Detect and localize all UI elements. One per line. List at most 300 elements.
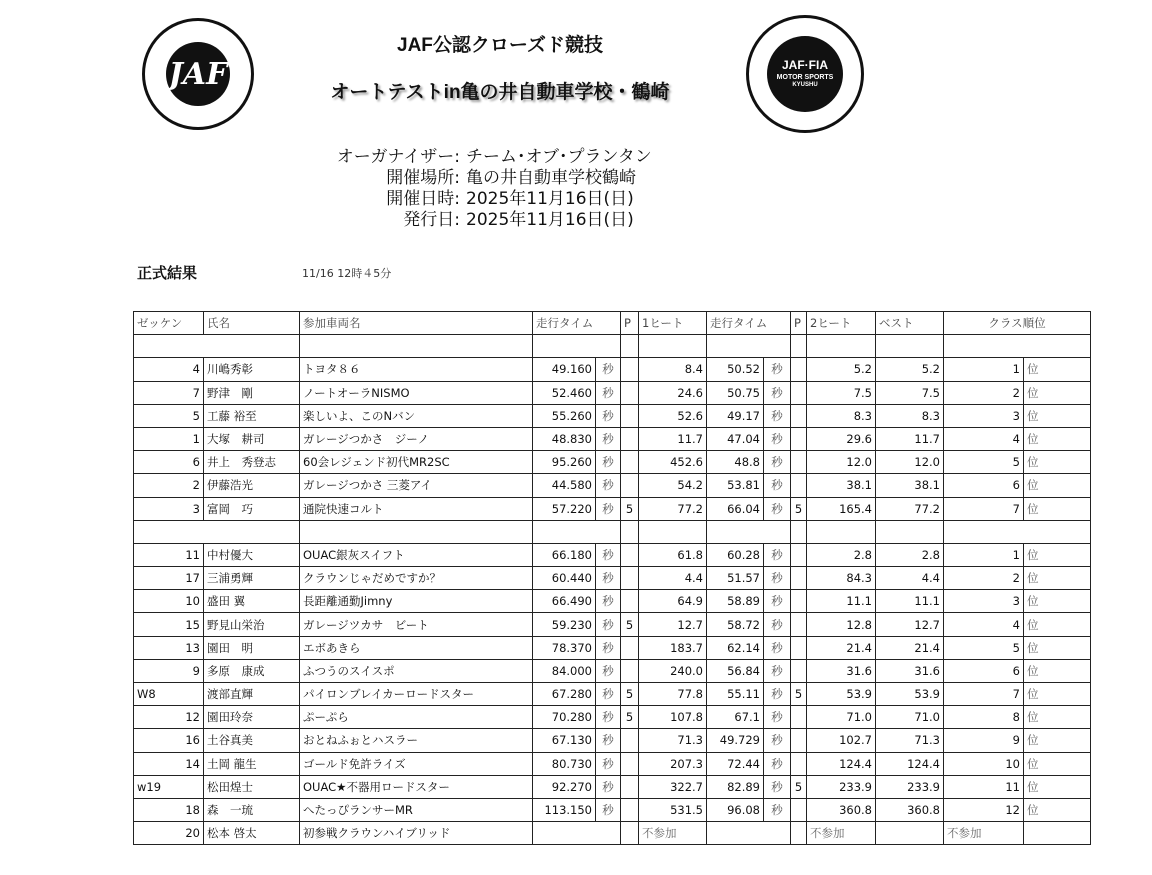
driver-name: 土谷真美: [204, 729, 300, 752]
penalty-2: [791, 752, 807, 775]
penalty-1: 5: [621, 497, 639, 520]
best-result: 4.4: [876, 567, 944, 590]
run-time-1: 57.220: [533, 497, 596, 520]
table-row: [134, 798, 1091, 821]
organizer-value: チーム･オブ･プランタン: [466, 147, 652, 167]
heat-2-result: 84.3: [807, 567, 876, 590]
bib-number: 11: [134, 543, 204, 566]
heat-2-result: 53.9: [807, 683, 876, 706]
heat-2-result: 31.6: [807, 659, 876, 682]
penalty-1: [621, 775, 639, 798]
bib-number: 2: [134, 474, 204, 497]
best-result: 77.2: [876, 497, 944, 520]
class-rank-unit: 位: [1024, 474, 1091, 497]
bib-number: 13: [134, 636, 204, 659]
run-time-2: [707, 822, 791, 845]
class-rank: 7: [944, 497, 1024, 520]
driver-name: 園田 明: [204, 636, 300, 659]
issue-date-value: 2025年11月16日(日): [466, 210, 634, 230]
bib-number: W8: [134, 683, 204, 706]
heat-1-result: 240.0: [639, 659, 707, 682]
penalty-2: [791, 729, 807, 752]
class-rank-unit: 位: [1024, 427, 1091, 450]
run-time-2: 51.57: [707, 567, 764, 590]
driver-name: 渡部直輝: [204, 683, 300, 706]
penalty-2: 5: [791, 497, 807, 520]
run-time-1: 49.160: [533, 358, 596, 381]
table-row: [134, 683, 1091, 706]
class-rank-unit: 位: [1024, 636, 1091, 659]
bib-number: 5: [134, 404, 204, 427]
driver-name: 松田煌士: [204, 775, 300, 798]
driver-name: 中村優大: [204, 543, 300, 566]
class-rank: 5: [944, 636, 1024, 659]
penalty-1: [621, 543, 639, 566]
bib-number: 4: [134, 358, 204, 381]
run-time-1-unit: 秒: [596, 752, 621, 775]
penalty-2: 5: [791, 683, 807, 706]
heat-1-result: 54.2: [639, 474, 707, 497]
col-header-heat-2: 2ヒート: [807, 312, 876, 335]
penalty-1: [621, 567, 639, 590]
car-name: ゴールド免許ライズ: [300, 752, 533, 775]
class-rank-unit: 位: [1024, 358, 1091, 381]
car-name: エボあきら: [300, 636, 533, 659]
run-time-2: 53.81: [707, 474, 764, 497]
class-rank: 1: [944, 543, 1024, 566]
run-time-2-unit: 秒: [764, 381, 791, 404]
run-time-1-unit: 秒: [596, 451, 621, 474]
spacer-cell: [944, 335, 1091, 358]
penalty-1: [621, 659, 639, 682]
heat-1-result: 183.7: [639, 636, 707, 659]
heat-1-result: 11.7: [639, 427, 707, 450]
table-row: [134, 729, 1091, 752]
driver-name: 土岡 龍生: [204, 752, 300, 775]
heat-2-result: 不参加: [807, 822, 876, 845]
spacer-cell: [876, 520, 944, 543]
penalty-2: [791, 659, 807, 682]
best-result: 11.7: [876, 427, 944, 450]
class-rank: 5: [944, 451, 1024, 474]
run-time-1: 95.260: [533, 451, 596, 474]
run-time-2-unit: 秒: [764, 474, 791, 497]
class-rank-unit: 位: [1024, 752, 1091, 775]
penalty-2: [791, 590, 807, 613]
driver-name: 野見山栄治: [204, 613, 300, 636]
driver-name: 園田玲奈: [204, 706, 300, 729]
run-time-1: 70.280: [533, 706, 596, 729]
run-time-1: 66.490: [533, 590, 596, 613]
spacer-cell: [807, 335, 876, 358]
driver-name: 松本 啓太: [204, 822, 300, 845]
event-date-value: 2025年11月16日(日): [466, 189, 634, 209]
penalty-2: 5: [791, 775, 807, 798]
run-time-1-unit: 秒: [596, 706, 621, 729]
car-name: ガレージつかさ ジーノ: [300, 427, 533, 450]
run-time-2: 50.52: [707, 358, 764, 381]
heat-1-result: 322.7: [639, 775, 707, 798]
heat-2-result: 102.7: [807, 729, 876, 752]
penalty-1: [621, 358, 639, 381]
spacer-cell: [807, 520, 876, 543]
spacer-cell: [639, 335, 707, 358]
car-name: おとねふぉとハスラー: [300, 729, 533, 752]
best-result: 2.8: [876, 543, 944, 566]
heat-1-result: 531.5: [639, 798, 707, 821]
class-rank-unit: 位: [1024, 775, 1091, 798]
jaf-logo-mark: JAF: [166, 42, 230, 106]
run-time-2-unit: 秒: [764, 706, 791, 729]
spacer-cell: [533, 520, 621, 543]
run-time-2: 48.8: [707, 451, 764, 474]
penalty-2: [791, 567, 807, 590]
run-time-2: 82.89: [707, 775, 764, 798]
table-row: [134, 613, 1091, 636]
bib-number: 18: [134, 798, 204, 821]
penalty-2: [791, 427, 807, 450]
table-row: [134, 567, 1091, 590]
bib-number: 16: [134, 729, 204, 752]
col-header-penalty-2: P: [791, 312, 807, 335]
table-row: [134, 659, 1091, 682]
heat-1-result: 52.6: [639, 404, 707, 427]
fia-logo-line3: KYUSHU: [792, 82, 818, 89]
run-time-2-unit: 秒: [764, 798, 791, 821]
penalty-2: [791, 798, 807, 821]
penalty-2: [791, 404, 807, 427]
run-time-2-unit: 秒: [764, 636, 791, 659]
venue-value: 亀の井自動車学校鶴崎: [466, 168, 636, 188]
car-name: ガレージつかさ 三菱アイ: [300, 474, 533, 497]
heat-2-result: 12.0: [807, 451, 876, 474]
best-result: 21.4: [876, 636, 944, 659]
spacer-cell: [876, 335, 944, 358]
heat-1-result: 77.8: [639, 683, 707, 706]
run-time-2-unit: 秒: [764, 729, 791, 752]
heat-2-result: 7.5: [807, 381, 876, 404]
col-header-best: ベスト: [876, 312, 944, 335]
bib-number: 15: [134, 613, 204, 636]
car-name: クラウンじゃだめですか？: [300, 567, 533, 590]
spacer-cell: [944, 520, 1091, 543]
table-row: [134, 427, 1091, 450]
official-result-label: 正式結果: [137, 264, 198, 282]
table-row: [134, 497, 1091, 520]
heat-2-result: 233.9: [807, 775, 876, 798]
spacer-cell: [639, 520, 707, 543]
run-time-1-unit: 秒: [596, 474, 621, 497]
car-name: ノートオーラNISMO: [300, 381, 533, 404]
results-table: [133, 311, 1091, 845]
table-row: [134, 636, 1091, 659]
class-rank: 10: [944, 752, 1024, 775]
run-time-1: [533, 822, 621, 845]
fia-logo-line1: JAF·FIA: [782, 58, 828, 73]
run-time-1: 55.260: [533, 404, 596, 427]
best-result: 7.5: [876, 381, 944, 404]
best-result: 12.0: [876, 451, 944, 474]
class-rank: 12: [944, 798, 1024, 821]
run-time-1-unit: 秒: [596, 775, 621, 798]
car-name: へたっぴランサーMR: [300, 798, 533, 821]
table-row: [134, 474, 1091, 497]
class-rank-unit: 位: [1024, 404, 1091, 427]
penalty-2: [791, 451, 807, 474]
class-rank: 不参加: [944, 822, 1024, 845]
run-time-1: 92.270: [533, 775, 596, 798]
run-time-1: 67.130: [533, 729, 596, 752]
bib-number: 14: [134, 752, 204, 775]
event-date-label: 開催日時:: [386, 189, 460, 209]
penalty-1: [621, 427, 639, 450]
driver-name: 盛田 翼: [204, 590, 300, 613]
table-spacer-row: [134, 520, 1091, 543]
bib-number: 1: [134, 427, 204, 450]
driver-name: 森 一琉: [204, 798, 300, 821]
bib-number: 7: [134, 381, 204, 404]
driver-name: 三浦勇輝: [204, 567, 300, 590]
penalty-1: [621, 590, 639, 613]
spacer-cell: [533, 335, 621, 358]
heat-1-result: 61.8: [639, 543, 707, 566]
heat-1-result: 71.3: [639, 729, 707, 752]
penalty-1: [621, 451, 639, 474]
spacer-cell: [134, 335, 300, 358]
run-time-2-unit: 秒: [764, 752, 791, 775]
run-time-2: 49.729: [707, 729, 764, 752]
run-time-1-unit: 秒: [596, 613, 621, 636]
class-rank-unit: 位: [1024, 497, 1091, 520]
run-time-2: 56.84: [707, 659, 764, 682]
heat-2-result: 11.1: [807, 590, 876, 613]
run-time-1-unit: 秒: [596, 590, 621, 613]
run-time-1-unit: 秒: [596, 729, 621, 752]
table-row: [134, 451, 1091, 474]
col-header-run-time-1: 走行タイム: [533, 312, 621, 335]
run-time-2: 60.28: [707, 543, 764, 566]
heat-2-result: 2.8: [807, 543, 876, 566]
penalty-2: [791, 613, 807, 636]
run-time-2-unit: 秒: [764, 683, 791, 706]
bib-number: 3: [134, 497, 204, 520]
bib-number: 6: [134, 451, 204, 474]
venue-label: 開催場所:: [386, 168, 460, 188]
run-time-1-unit: 秒: [596, 358, 621, 381]
penalty-1: [621, 822, 639, 845]
best-result: 71.3: [876, 729, 944, 752]
driver-name: 井上 秀登志: [204, 451, 300, 474]
heat-2-result: 38.1: [807, 474, 876, 497]
heat-2-result: 360.8: [807, 798, 876, 821]
col-header-car: 参加車両名: [300, 312, 533, 335]
penalty-1: 5: [621, 683, 639, 706]
run-time-2-unit: 秒: [764, 358, 791, 381]
best-result: [876, 822, 944, 845]
heat-2-result: 12.8: [807, 613, 876, 636]
best-result: 31.6: [876, 659, 944, 682]
run-time-1-unit: 秒: [596, 427, 621, 450]
table-row: [134, 381, 1091, 404]
bib-number: 10: [134, 590, 204, 613]
heat-1-result: 不参加: [639, 822, 707, 845]
penalty-1: [621, 404, 639, 427]
class-rank: 8: [944, 706, 1024, 729]
spacer-cell: [300, 520, 533, 543]
driver-name: 工藤 裕至: [204, 404, 300, 427]
class-rank: 11: [944, 775, 1024, 798]
penalty-1: 5: [621, 706, 639, 729]
penalty-2: [791, 358, 807, 381]
penalty-1: [621, 474, 639, 497]
penalty-1: [621, 798, 639, 821]
best-result: 124.4: [876, 752, 944, 775]
table-row: [134, 822, 1091, 845]
table-row: [134, 590, 1091, 613]
penalty-2: [791, 543, 807, 566]
class-rank: 2: [944, 567, 1024, 590]
car-name: 楽しいよ、このNバン: [300, 404, 533, 427]
car-name: ふつうのスイスポ: [300, 659, 533, 682]
run-time-1-unit: 秒: [596, 497, 621, 520]
bib-number: w19: [134, 775, 204, 798]
spacer-cell: [621, 335, 639, 358]
class-rank-unit: 位: [1024, 798, 1091, 821]
run-time-1-unit: 秒: [596, 543, 621, 566]
car-name: パイロンブレイカーロードスター: [300, 683, 533, 706]
heat-1-result: 64.9: [639, 590, 707, 613]
class-rank: 3: [944, 590, 1024, 613]
heat-2-result: 29.6: [807, 427, 876, 450]
run-time-2-unit: 秒: [764, 613, 791, 636]
run-time-1: 84.000: [533, 659, 596, 682]
penalty-1: [621, 752, 639, 775]
run-time-2: 50.75: [707, 381, 764, 404]
run-time-1: 52.460: [533, 381, 596, 404]
class-rank-unit: 位: [1024, 567, 1091, 590]
table-row: [134, 404, 1091, 427]
class-rank-unit: 位: [1024, 381, 1091, 404]
run-time-2-unit: 秒: [764, 543, 791, 566]
table-header-row: [134, 312, 1091, 335]
car-name: 通院快速コルト: [300, 497, 533, 520]
run-time-2-unit: 秒: [764, 451, 791, 474]
penalty-2: [791, 636, 807, 659]
best-result: 360.8: [876, 798, 944, 821]
best-result: 71.0: [876, 706, 944, 729]
driver-name: 多原 康成: [204, 659, 300, 682]
result-timestamp: 11/16 12時４5分: [302, 267, 392, 280]
spacer-cell: [134, 520, 300, 543]
class-rank-unit: 位: [1024, 451, 1091, 474]
run-time-1: 60.440: [533, 567, 596, 590]
run-time-1-unit: 秒: [596, 567, 621, 590]
car-name: ガレージツカサ ビート: [300, 613, 533, 636]
class-rank: 6: [944, 474, 1024, 497]
run-time-2: 55.11: [707, 683, 764, 706]
class-rank: 1: [944, 358, 1024, 381]
heat-2-result: 71.0: [807, 706, 876, 729]
run-time-2-unit: 秒: [764, 497, 791, 520]
heat-1-result: 207.3: [639, 752, 707, 775]
class-rank-unit: 位: [1024, 683, 1091, 706]
penalty-1: [621, 636, 639, 659]
heat-2-result: 8.3: [807, 404, 876, 427]
run-time-1: 113.150: [533, 798, 596, 821]
spacer-cell: [300, 335, 533, 358]
run-time-1-unit: 秒: [596, 798, 621, 821]
run-time-2: 72.44: [707, 752, 764, 775]
run-time-2-unit: 秒: [764, 775, 791, 798]
best-result: 5.2: [876, 358, 944, 381]
spacer-cell: [791, 335, 807, 358]
best-result: 12.7: [876, 613, 944, 636]
driver-name: 大塚 耕司: [204, 427, 300, 450]
spacer-cell: [621, 520, 639, 543]
class-rank-unit: 位: [1024, 613, 1091, 636]
class-rank-unit: [1024, 822, 1091, 845]
driver-name: 富岡 巧: [204, 497, 300, 520]
car-name: OUAC★不器用ロードスター: [300, 775, 533, 798]
issue-date-label: 発行日:: [403, 210, 460, 230]
table-row: [134, 752, 1091, 775]
table-row: [134, 706, 1091, 729]
driver-name: 伊藤浩光: [204, 474, 300, 497]
car-name: 60会レジェンド初代MR2SC: [300, 451, 533, 474]
event-title: JAF公認クローズド競技: [397, 35, 603, 56]
heat-1-result: 452.6: [639, 451, 707, 474]
event-info: [300, 147, 652, 231]
class-rank: 4: [944, 613, 1024, 636]
fia-logo-line2: MOTOR SPORTS: [776, 73, 834, 81]
run-time-1: 78.370: [533, 636, 596, 659]
best-result: 11.1: [876, 590, 944, 613]
jaf-fia-kyushu-logo: [746, 15, 864, 133]
table-row: [134, 543, 1091, 566]
car-name: 初参戦クラウンハイブリッド: [300, 822, 533, 845]
col-header-penalty-1: P: [621, 312, 639, 335]
class-rank: 9: [944, 729, 1024, 752]
best-result: 38.1: [876, 474, 944, 497]
run-time-2-unit: 秒: [764, 590, 791, 613]
table-row: [134, 358, 1091, 381]
run-time-2: 62.14: [707, 636, 764, 659]
run-time-2: 96.08: [707, 798, 764, 821]
jaf-logo: [142, 18, 254, 130]
run-time-1-unit: 秒: [596, 381, 621, 404]
run-time-1: 48.830: [533, 427, 596, 450]
run-time-1: 80.730: [533, 752, 596, 775]
heat-2-result: 21.4: [807, 636, 876, 659]
heat-1-result: 24.6: [639, 381, 707, 404]
class-rank-unit: 位: [1024, 706, 1091, 729]
penalty-2: [791, 381, 807, 404]
penalty-1: [621, 729, 639, 752]
heat-2-result: 5.2: [807, 358, 876, 381]
class-rank-unit: 位: [1024, 729, 1091, 752]
driver-name: 野津 剛: [204, 381, 300, 404]
run-time-1: 44.580: [533, 474, 596, 497]
heat-2-result: 165.4: [807, 497, 876, 520]
bib-number: 17: [134, 567, 204, 590]
best-result: 233.9: [876, 775, 944, 798]
heat-1-result: 8.4: [639, 358, 707, 381]
run-time-2: 67.1: [707, 706, 764, 729]
class-rank-unit: 位: [1024, 543, 1091, 566]
class-rank: 3: [944, 404, 1024, 427]
col-header-number: ゼッケン: [134, 312, 204, 335]
run-time-1-unit: 秒: [596, 683, 621, 706]
